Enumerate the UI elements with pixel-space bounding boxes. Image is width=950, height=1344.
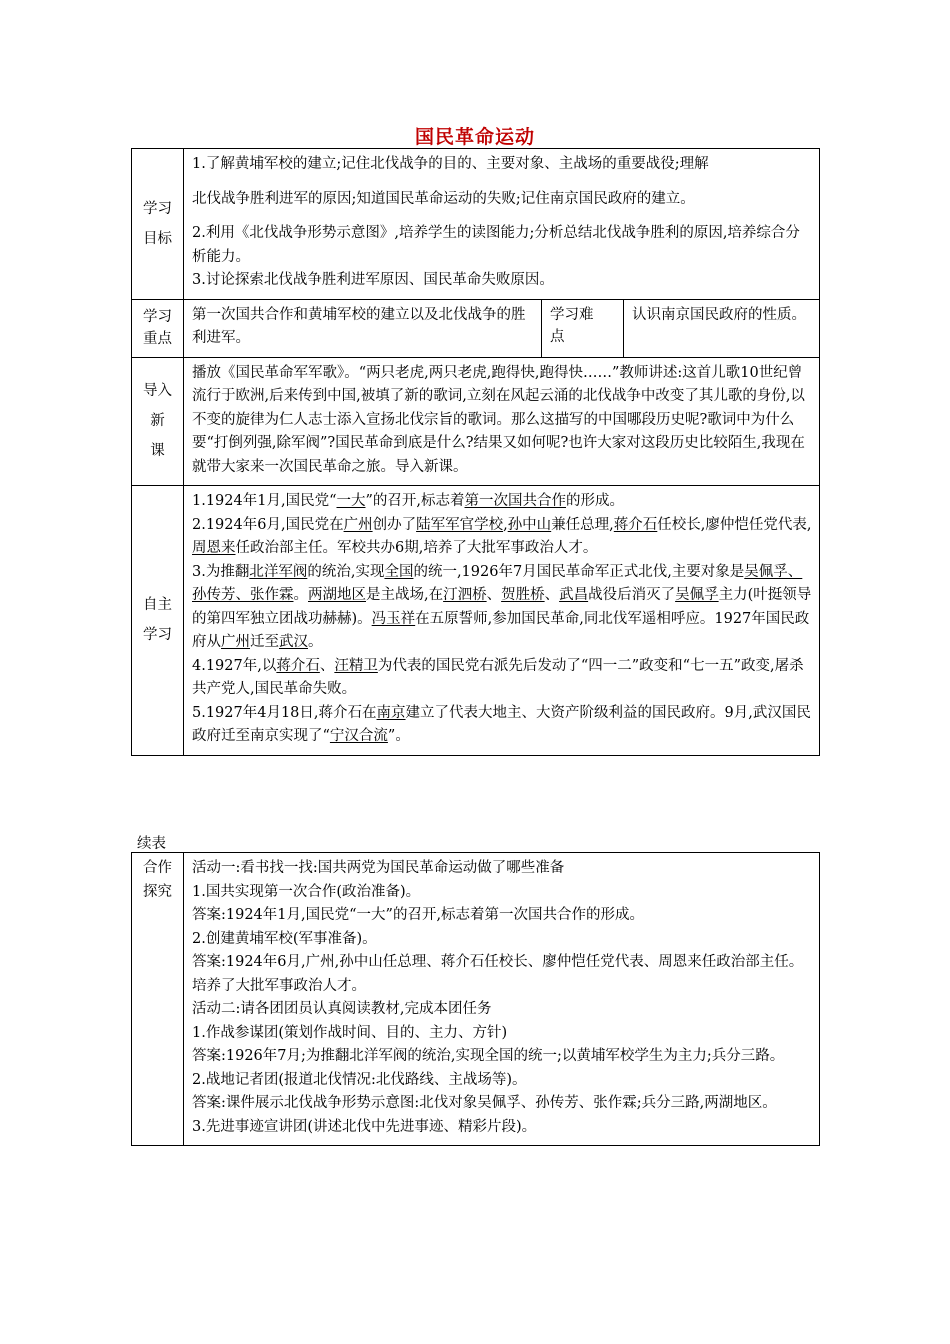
goals-label: 学习 目标 bbox=[132, 149, 184, 300]
row-cooperation bbox=[132, 853, 820, 1146]
key-label: 学习 重点 bbox=[132, 299, 184, 357]
self-item-4: 4.1927年,以蒋介石、汪精卫为代表的国民党右派先后发动了“四一二”政变和“七一五”政变,屠杀共产党人,国民革命失败。 bbox=[192, 657, 804, 697]
lesson-plan-table bbox=[131, 148, 820, 756]
continued-table bbox=[131, 852, 820, 1146]
self-item-3: 3.为推翻北洋军阀的统治,实现全国的统一,1926年7月国民革命军正式北伐,主要对象是吴佩孚、孙传芳、张作霖。两湖地区是主战场,在汀泗桥、贺胜桥、武昌战役后消灭了吴佩孚主力(叶挺领导的第四军独立团战功赫赫)。冯玉祥在五原誓师,参加国民革命,同北伐军遥相呼应。1927年国民政府从广州迁至武汉。 bbox=[192, 563, 812, 650]
continued-label: 续表 bbox=[137, 836, 166, 852]
difficulty-label: 学习难 点 bbox=[542, 299, 624, 357]
self-study-label: 自主 学习 bbox=[132, 486, 184, 756]
row-self-study bbox=[132, 486, 820, 756]
self-item-1: 1.1924年1月,国民党“一大”的召开,标志着第一次国共合作的形成。 bbox=[192, 493, 625, 509]
intro-content: 播放《国民革命军军歌》。“两只老虎,两只老虎,跑得快,跑得快……”教师讲述:这首儿歌10世纪曾流行于欧洲,后来传到中国,被填了新的歌词,立刻在风起云涌的北伐战争中改变了其儿歌的身份,以不变的旋律为仁人志士添入宣扬北伐宗旨的歌词。那么这描写的中国哪段历史呢?歌词中为什么要“打倒列强,除军阀”?国民革命到底是什么?结果又如何呢?也许大家对这段历史比较陌生,我现在就带大家来一次国民革命之旅。导入新课。 bbox=[184, 357, 820, 486]
row-key-points bbox=[132, 299, 820, 357]
intro-label: 导入 新 课 bbox=[132, 357, 184, 486]
self-study-content bbox=[184, 486, 820, 756]
cooperation-content: 活动一:看书找一找:国共两党为国民革命运动做了哪些准备 1.国共实现第一次合作(政治准备)。 答案:1924年1月,国民党“一大”的召开,标志着第一次国共合作的形成。 2.创建黄埔军校(军事准备)。 答案:1924年6月,广州,孙中山任总理、蒋介石任校长、廖仲恺任党代表、周恩来任政治部主任。培养了大批军事政治人才。 活动二:请各团团员认真阅读教材,完成本团任务 1.作战参谋团(策划作战时间、目的、主力、方针) 答案:1926年7月;为推翻北洋军阀的统治,实现全国的统一;以黄埔军校学生为主力;兵分三路。 2.战地记者团(报道北伐情况:北伐路线、主战场等)。 答案:课件展示北伐战争形势示意图:北伐对象吴佩孚、孙传芳、张作霖;兵分三路,两湖地区。 3.先进事迹宣讲团(讲述北伐中先进事迹、精彩片段)。 bbox=[184, 853, 820, 1146]
goals-content: 1.了解黄埔军校的建立;记住北伐战争的目的、主要对象、主战场的重要战役;理解 北伐战争胜利进军的原因;知道国民革命运动的失败;记住南京国民政府的建立。 2.利用《北伐战争形势示意图》,培养学生的读图能力;分析总结北伐战争胜利的原因,培养综合分析能力。 3.讨论探索北伐战争胜利进军原因、国民革命失败原因。 bbox=[184, 149, 820, 300]
row-intro bbox=[132, 357, 820, 486]
cooperation-label: 合作 探究 bbox=[132, 853, 184, 1146]
self-item-2: 2.1924年6月,国民党在广州创办了陆军军官学校,孙中山兼任总理,蒋介石任校长,廖仲恺任党代表,周恩来任政治部主任。军校共办6期,培养了大批军事政治人才。 bbox=[192, 516, 812, 556]
key-content: 第一次国共合作和黄埔军校的建立以及北伐战争的胜利进军。 bbox=[184, 299, 542, 357]
page-title: 国民革命运动 bbox=[414, 126, 535, 148]
row-goals bbox=[132, 149, 820, 300]
difficulty-content: 认识南京国民政府的性质。 bbox=[624, 299, 820, 357]
self-item-5: 5.1927年4月18日,蒋介石在南京建立了代表大地主、大资产阶级利益的国民政府。9月,武汉国民政府迁至南京实现了“宁汉合流”。 bbox=[192, 704, 811, 744]
